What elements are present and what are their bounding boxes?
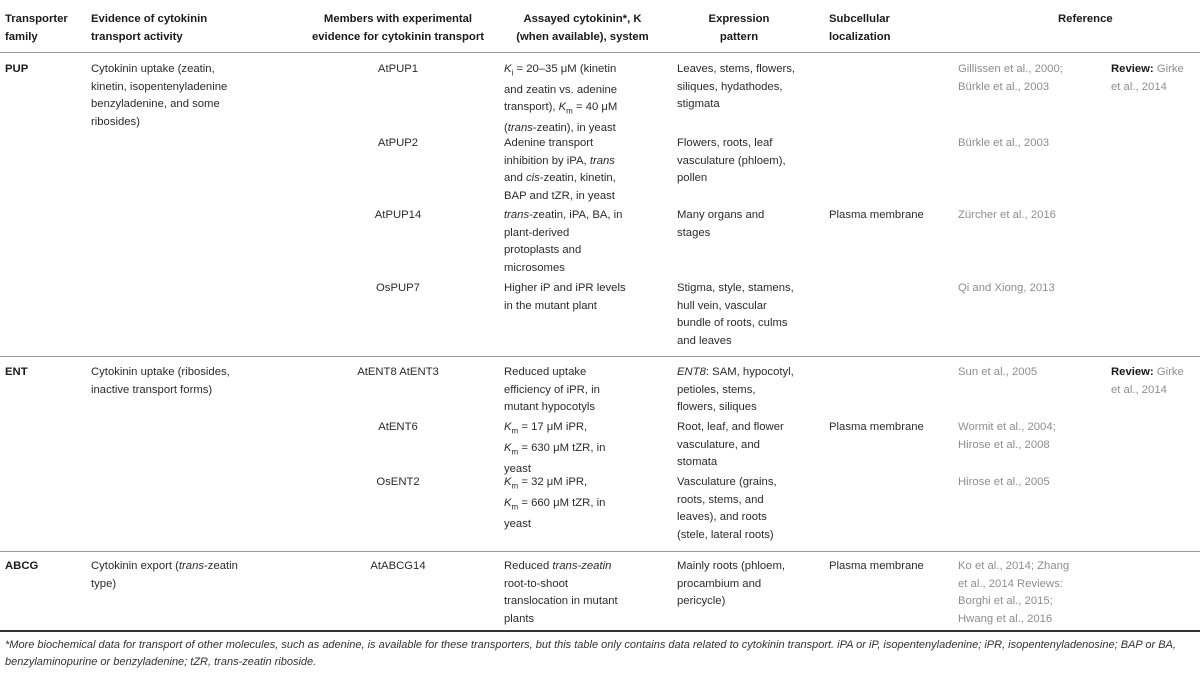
localization-atabcg14: Plasma membrane xyxy=(829,560,924,572)
family-ent: ENT xyxy=(5,366,28,378)
assay-atpup14: trans-zeatin, iPA, BA, in plant-derived protoplasts and microsomes xyxy=(504,209,623,274)
expression-ospup7: Stigma, style, stamens, hull vein, vascular bundle of roots, culms and leaves xyxy=(677,282,794,347)
header-members: Members with experimental evidence for cytokinin transport xyxy=(311,13,484,43)
header-family: Transporter family xyxy=(5,13,68,43)
expression-atent6: Root, leaf, and flower vasculature, and stomata xyxy=(677,421,784,468)
table-bottom-rule xyxy=(0,630,1200,632)
localization-atpup14: Plasma membrane xyxy=(829,209,924,221)
member-ospup7: OsPUP7 xyxy=(376,282,420,294)
assay-osent2: $K_m = 32$ μM iPR, $K_m = 660$ μM tZR, in yeast xyxy=(504,476,606,530)
reference-atent8: Sun et al., 2005 xyxy=(958,366,1038,378)
review-ent: Review: Girke et al., 2014 xyxy=(1111,366,1184,396)
evidence-ent: Cytokinin uptake (ribosides, inactive transport forms) xyxy=(91,366,230,396)
reference-ospup7: Qi and Xiong, 2013 xyxy=(958,282,1055,294)
evidence-pup: Cytokinin uptake (zeatin, kinetin, isopentenyladenine benzyladenine, and some ribosides) xyxy=(91,63,228,128)
expression-osent2: Vasculature (grains, roots, stems, and leaves), and roots (stele, lateral roots) xyxy=(677,476,777,541)
assay-atent8: Reduced uptake efficiency of iPR, in mutant hypocotyls xyxy=(504,366,600,413)
group-rule-ent xyxy=(0,551,1200,552)
localization-atent6: Plasma membrane xyxy=(829,421,924,433)
footnote: *More biochemical data for transport of other molecules, such as adenine, is available for these transporters, but this table only contains data related to cytokinin transport. iPA or iP, isopentenyladenine; iPR, isopentenyladenosine; BAP or BA, benzylaminopurine or benzyladenine; tZR, trans-zeatin riboside. xyxy=(5,639,1176,668)
expression-atpup1: Leaves, stems, flowers, siliques, hydathodes, stigmata xyxy=(677,63,796,110)
reference-atpup14: Zürcher et al., 2016 xyxy=(958,209,1056,221)
reference-atent6: Wormit et al., 2004; Hirose et al., 2008 xyxy=(958,421,1056,451)
header-evidence: Evidence of cytokinin transport activity xyxy=(91,13,208,43)
assay-atent6: $K_m = 17$ μM iPR, $K_m = 630$ μM tZR, in yeast xyxy=(504,421,606,475)
family-abcg: ABCG xyxy=(5,560,39,572)
member-atent8-atent3: AtENT8 AtENT3 xyxy=(357,366,439,378)
member-atent6: AtENT6 xyxy=(378,421,418,433)
evidence-abcg: Cytokinin export (trans-zeatin type) xyxy=(91,560,238,590)
member-osent2: OsENT2 xyxy=(376,476,420,488)
member-atpup14: AtPUP14 xyxy=(374,209,422,221)
assay-atpup1: $K_i = 20-35$ μM (kinetin and zeatin vs. adenine transport), $K_m = 40$ μM (trans-zeatin), in yeast xyxy=(504,63,618,134)
reference-atpup1: Gillissen et al., 2000; Bürkle et al., 2003 xyxy=(958,63,1063,93)
member-atabcg14: AtABCG14 xyxy=(370,560,426,572)
header-reference: Reference xyxy=(1058,13,1113,25)
expression-atent8: ENT8: SAM, hypocotyl, petioles, stems, flowers, siliques xyxy=(677,366,794,413)
header-assayed: Assayed cytokinin*, K (when available), system xyxy=(516,13,649,43)
expression-atpup14: Many organs and stages xyxy=(677,209,765,239)
reference-osent2: Hirose et al., 2005 xyxy=(958,476,1050,488)
assay-atabcg14: Reduced trans-zeatin root-to-shoot translocation in mutant plants xyxy=(504,560,618,625)
header-expression: Expression pattern xyxy=(708,13,770,43)
member-atpup1: AtPUP1 xyxy=(377,63,419,75)
review-pup: Review: Girke et al., 2014 xyxy=(1111,63,1184,93)
header-localization: Subcellular localization xyxy=(829,13,891,43)
group-rule-pup xyxy=(0,356,1200,357)
header-rule xyxy=(0,52,1200,53)
reference-atabcg14: Ko et al., 2014; Zhang et al., 2014 Reviews: Borghi et al., 2015; Hwang et al., 2016 xyxy=(958,560,1070,625)
expression-atabcg14: Mainly roots (phloem, procambium and pericycle) xyxy=(677,560,785,607)
family-pup: PUP xyxy=(5,63,29,75)
member-atpup2: AtPUP2 xyxy=(377,137,419,149)
reference-atpup2: Bürkle et al., 2003 xyxy=(958,137,1050,149)
expression-atpup2: Flowers, roots, leaf vasculature (phloem), pollen xyxy=(677,137,786,184)
assay-ospup7: Higher iP and iPR levels in the mutant plant xyxy=(504,282,626,312)
assay-atpup2: Adenine transport inhibition by iPA, trans and cis-zeatin, kinetin, BAP and tZR, in yeast xyxy=(504,137,616,202)
